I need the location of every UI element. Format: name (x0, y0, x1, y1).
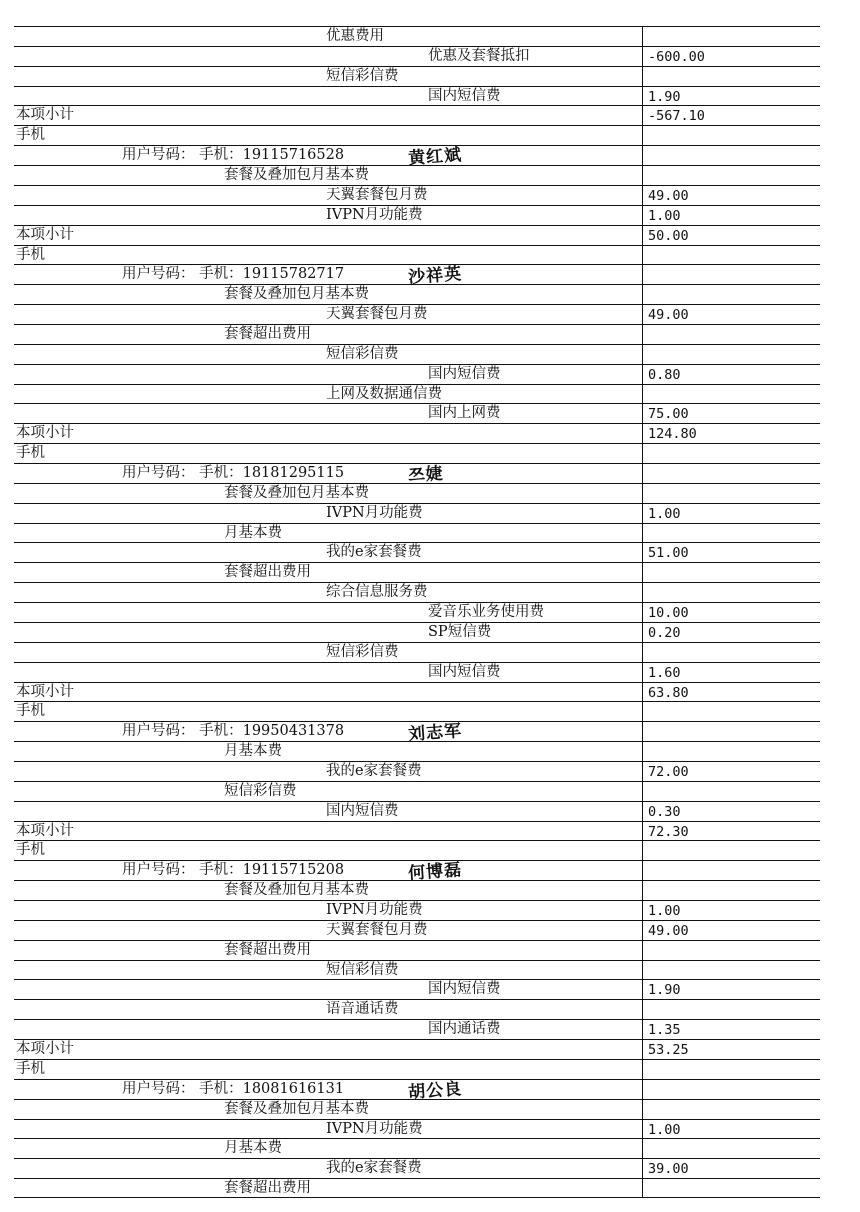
table-row (14, 503, 820, 523)
item-label: 用户号码： 手机：19115782717 (122, 266, 345, 283)
item-amount: 1.90 (648, 982, 681, 999)
table-row (14, 960, 820, 980)
item-label: 套餐超出费用 (224, 325, 311, 342)
item-label: 本项小计 (16, 1041, 74, 1058)
item-label: 短信彩信费 (326, 643, 399, 660)
item-amount: 51.00 (648, 545, 689, 562)
item-amount: 49.00 (648, 187, 689, 204)
item-label: 套餐及叠加包月基本费 (224, 167, 369, 184)
item-label: SP短信费 (428, 623, 492, 640)
item-label: 国内上网费 (428, 405, 501, 422)
item-label: 手机 (16, 246, 45, 263)
table-row (14, 1158, 820, 1178)
item-label: 套餐及叠加包月基本费 (224, 286, 369, 303)
item-label: 国内通话费 (428, 1021, 501, 1038)
table-row (14, 662, 820, 682)
table-row (14, 979, 820, 999)
table-row (14, 860, 820, 885)
item-label: 国内短信费 (428, 87, 501, 104)
table-row (14, 999, 820, 1019)
item-amount: 63.80 (648, 684, 689, 701)
table-row (14, 562, 820, 582)
handwritten-signature: 黄红斌 (407, 145, 463, 170)
item-label: 用户号码： 手机：19115715208 (122, 862, 345, 879)
table-row (14, 403, 820, 423)
table-row (14, 642, 820, 662)
table-row (14, 324, 820, 344)
item-label: 优惠费用 (326, 28, 384, 44)
table-row (14, 1119, 820, 1139)
item-label: 语音通话费 (326, 1001, 399, 1018)
table-row (14, 801, 820, 821)
table-row (14, 523, 820, 543)
item-label: 套餐及叠加包月基本费 (224, 1100, 369, 1117)
item-label: 我的e家套餐费 (326, 762, 422, 779)
item-amount: 39.00 (648, 1161, 689, 1178)
table-row (14, 145, 820, 170)
table-row (14, 26, 820, 46)
item-label: 我的e家套餐费 (326, 544, 422, 561)
item-label: 用户号码： 手机：19115716528 (122, 147, 345, 164)
item-label: 手机 (16, 703, 45, 720)
item-label: 综合信息服务费 (326, 584, 428, 601)
table-row (14, 344, 820, 364)
table-row (14, 423, 820, 443)
table-row (14, 185, 820, 205)
table-row (14, 542, 820, 562)
handwritten-signature: 刘志军 (407, 721, 463, 746)
item-label: IVPN月功能费 (326, 1120, 423, 1137)
item-amount: 72.30 (648, 823, 689, 840)
item-label: 本项小计 (16, 822, 74, 839)
table-row (14, 761, 820, 781)
handwritten-signature: 쯔婕 (407, 463, 445, 487)
table-row (14, 1138, 820, 1158)
table-row (14, 622, 820, 642)
table-row (14, 721, 820, 746)
table-row (14, 46, 820, 66)
table-row (14, 920, 820, 940)
item-label: 套餐超出费用 (224, 941, 311, 958)
item-amount: 1.90 (648, 88, 681, 105)
item-label: 本项小计 (16, 107, 74, 124)
item-label: 短信彩信费 (326, 67, 399, 84)
item-label: 手机 (16, 445, 45, 462)
item-label: 国内短信费 (428, 663, 501, 680)
table-row (14, 105, 820, 125)
item-amount: 75.00 (648, 406, 689, 423)
item-amount: 124.80 (648, 426, 697, 443)
item-label: 手机 (16, 842, 45, 859)
item-label: 本项小计 (16, 425, 74, 442)
item-label: 天翼套餐包月费 (326, 306, 428, 323)
item-amount: 1.00 (648, 207, 681, 224)
item-label: 爱音乐业务使用费 (428, 604, 544, 621)
table-row (14, 781, 820, 801)
table-row (14, 821, 820, 841)
table-row (14, 66, 820, 86)
handwritten-signature: 胡公良 (407, 1078, 463, 1103)
item-amount: 1.00 (648, 1121, 681, 1138)
handwritten-signature: 沙祥英 (407, 264, 463, 289)
item-label: 上网及数据通信费 (326, 385, 442, 402)
table-row (14, 682, 820, 702)
table-row (14, 1039, 820, 1059)
item-amount: 72.00 (648, 763, 689, 780)
item-label: 短信彩信费 (326, 345, 399, 362)
item-label: 套餐及叠加包月基本费 (224, 882, 369, 899)
item-label: IVPN月功能费 (326, 504, 423, 521)
item-label: 月基本费 (224, 1140, 282, 1157)
table-row (14, 364, 820, 384)
item-label: 套餐及叠加包月基本费 (224, 484, 369, 501)
item-amount: 53.25 (648, 1042, 689, 1059)
table-row (14, 582, 820, 602)
item-label: 本项小计 (16, 226, 74, 243)
item-label: 短信彩信费 (326, 961, 399, 978)
table-row (14, 304, 820, 324)
table-row (14, 1099, 820, 1119)
table-row (14, 880, 820, 900)
table-row (14, 741, 820, 761)
table-row (14, 463, 820, 487)
item-label: 用户号码： 手机：18181295115 (122, 465, 345, 482)
table-row (14, 940, 820, 960)
item-label: 天翼套餐包月费 (326, 186, 428, 203)
billing-detail-table (14, 26, 820, 1198)
item-amount: 10.00 (648, 605, 689, 622)
item-label: 国内短信费 (428, 365, 501, 382)
item-label: 国内短信费 (428, 981, 501, 998)
item-label: 国内短信费 (326, 802, 399, 819)
item-label: 用户号码： 手机：18081616131 (122, 1080, 345, 1097)
item-label: 优惠及套餐抵扣 (428, 47, 530, 64)
item-amount: 49.00 (648, 922, 689, 939)
table-row (14, 602, 820, 622)
item-label: 套餐超出费用 (224, 564, 311, 581)
item-amount: 1.00 (648, 903, 681, 920)
item-amount: 49.00 (648, 307, 689, 324)
handwritten-signature: 何博磊 (407, 860, 463, 885)
item-amount: 50.00 (648, 227, 689, 244)
table-row (14, 1059, 820, 1079)
item-amount: 1.35 (648, 1022, 681, 1039)
table-row (14, 1178, 820, 1198)
item-label: 月基本费 (224, 743, 282, 760)
table-row (14, 384, 820, 404)
item-label: 套餐超出费用 (224, 1180, 311, 1197)
table-row (14, 1019, 820, 1039)
table-row (14, 284, 820, 304)
item-amount: 0.30 (648, 803, 681, 820)
item-label: 用户号码： 手机：19950431378 (122, 723, 345, 740)
table-row (14, 264, 820, 289)
item-label: 手机 (16, 127, 45, 144)
item-amount: 1.60 (648, 664, 681, 681)
item-label: 手机 (16, 1060, 45, 1077)
table-row (14, 483, 820, 503)
item-label: 天翼套餐包月费 (326, 921, 428, 938)
item-amount: 0.80 (648, 366, 681, 383)
item-label: 月基本费 (224, 524, 282, 541)
table-row (14, 1078, 820, 1103)
item-label: 短信彩信费 (224, 782, 297, 799)
item-amount: 0.20 (648, 624, 681, 641)
item-label: IVPN月功能费 (326, 206, 423, 223)
item-amount: 1.00 (648, 505, 681, 522)
item-label: 我的e家套餐费 (326, 1160, 422, 1177)
item-amount: -600.00 (648, 48, 705, 65)
item-label: 本项小计 (16, 683, 74, 700)
table-row (14, 86, 820, 106)
table-row (14, 225, 820, 245)
table-row (14, 900, 820, 920)
table-row (14, 205, 820, 225)
item-label: IVPN月功能费 (326, 902, 423, 919)
table-row (14, 165, 820, 185)
item-amount: -567.10 (648, 108, 705, 125)
